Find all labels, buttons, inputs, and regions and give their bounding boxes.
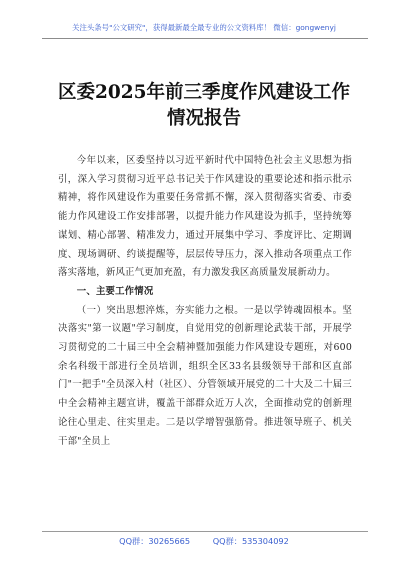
section-heading: 一、主要工作情况 xyxy=(76,285,154,297)
footer-qq-group-1: QQ群：30265665 xyxy=(119,536,191,546)
header-banner: 关注头条号"公文研究"，获得最新最全最专业的公文资料库！ 微信：gongwenyj xyxy=(72,23,336,32)
header-divider xyxy=(42,38,368,39)
intro-paragraph: 今年以来，区委坚持以习近平新时代中国特色社会主义思想为指引，深入学习贯彻习近平总书记关于作风建设的重要论述和指示批示精神，将作风建设作为重要任务常抓不懈，深入贯彻落实省委、市委能力作风建设工作安排部署，以提升能力作风建设为抓手，坚持统筹谋划、精心部署、精准发力，通过开展集中学习、季度评比、定期调度、现场调研、约谈提醒等，层层传导压力，深入推动各项重点工作落实落地，新风正气更加充盈，有力激发我区高质量发展新动力。 xyxy=(58,155,352,279)
footer-divider xyxy=(42,531,368,532)
document-title: 区委2025年前三季度作风建设工作情况报告 xyxy=(58,82,350,129)
footer xyxy=(0,536,408,547)
body-paragraph: （一）突出思想淬炼，夯实能力之根。一是以学铸魂固根本。坚决落实"第一议题"学习制度，自觉用党的创新理论武装干部，开展学习贯彻党的二十届三中全会精神暨加强能力作风建设专题班，对600余名科级干部进行全员培训，组织全区33名县级领导干部和区直部门"一把手"全员深入村（社区）、分管领域开展党的二十大及二十届三中全会精神主题宣讲，覆盖干部群众近万人次，全面推动党的创新理论往心里走、往实里走。二是以学增智强筋骨。推进领导班子、机关干部"全员上 xyxy=(58,304,352,447)
footer-qq-group-2: QQ群：535304092 xyxy=(212,536,289,546)
document-body xyxy=(58,152,352,451)
